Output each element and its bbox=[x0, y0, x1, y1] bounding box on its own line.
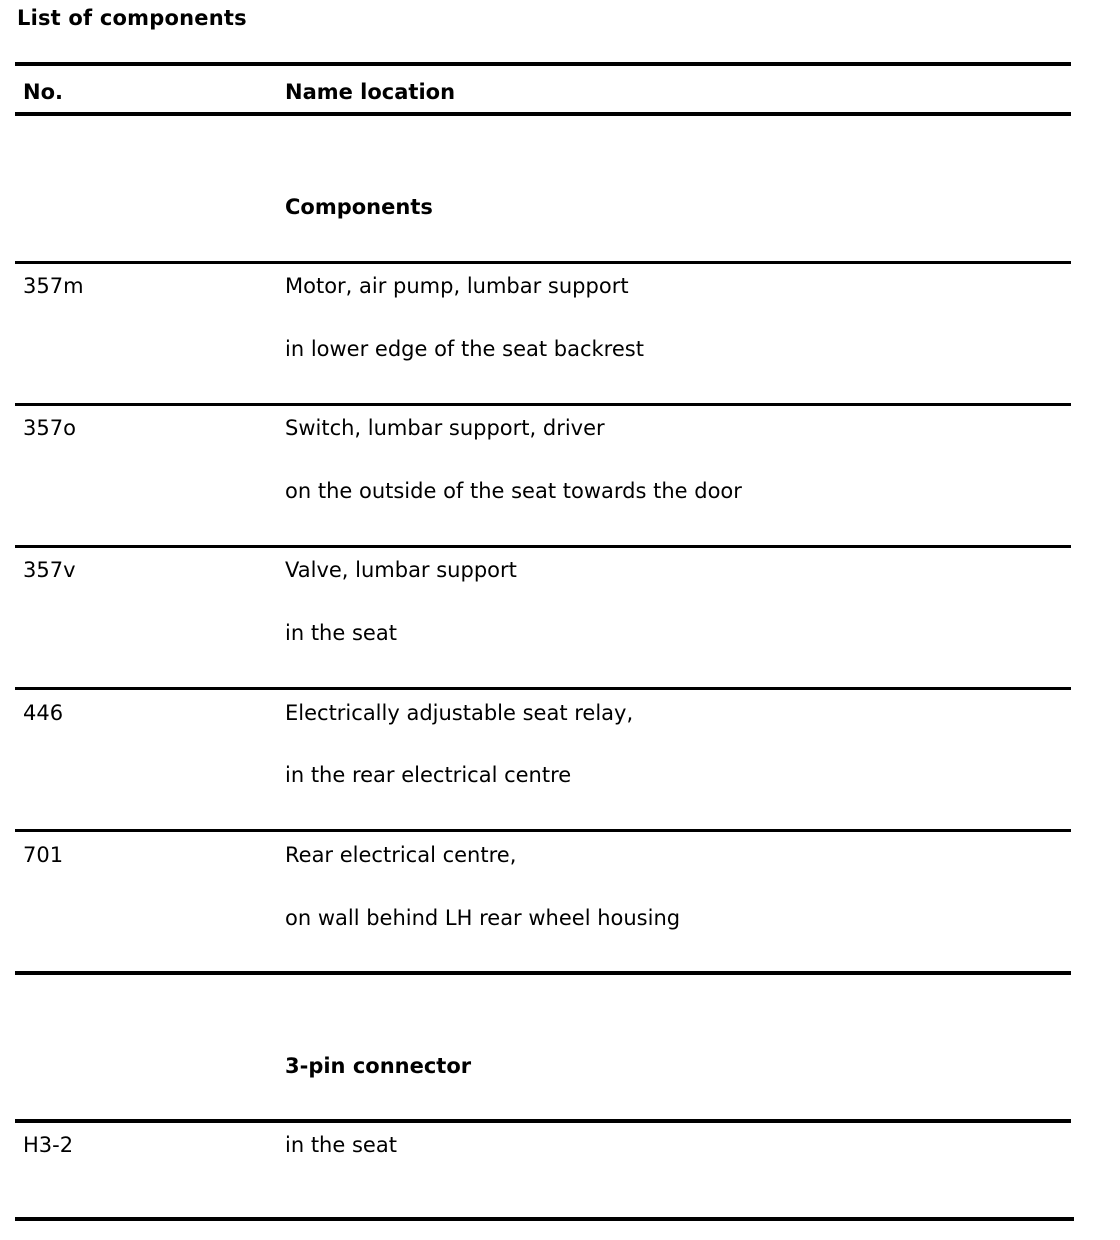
row-name: Switch, lumbar support, driver bbox=[285, 416, 605, 440]
section-heading-components: Components bbox=[285, 195, 433, 219]
row-number: 357m bbox=[23, 274, 84, 298]
header-bottom-rule bbox=[15, 112, 1071, 116]
row-divider bbox=[15, 545, 1071, 548]
row-location: in the seat bbox=[285, 621, 397, 645]
row-divider bbox=[15, 687, 1071, 690]
table-top-rule bbox=[15, 62, 1071, 66]
row-location: in the rear electrical centre bbox=[285, 763, 572, 787]
column-header-name-location: Name location bbox=[285, 80, 456, 104]
row-number: 357o bbox=[23, 416, 76, 440]
row-number: 446 bbox=[23, 701, 64, 725]
row-divider bbox=[15, 1119, 1071, 1123]
row-number: 701 bbox=[23, 843, 64, 867]
column-header-no: No. bbox=[23, 80, 63, 104]
row-divider bbox=[15, 403, 1071, 406]
page-title: List of components bbox=[17, 6, 247, 30]
section-end-rule bbox=[15, 971, 1071, 975]
row-divider bbox=[15, 829, 1071, 832]
row-location: in lower edge of the seat backrest bbox=[285, 337, 644, 361]
row-name: Rear electrical centre, bbox=[285, 843, 517, 867]
section-heading-3-pin-connector: 3-pin connector bbox=[285, 1054, 472, 1078]
table-bottom-rule bbox=[15, 1217, 1074, 1221]
row-name: Motor, air pump, lumbar support bbox=[285, 274, 629, 298]
row-name: Valve, lumbar support bbox=[285, 558, 517, 582]
row-name: Electrically adjustable seat relay, bbox=[285, 701, 634, 725]
row-divider bbox=[15, 261, 1071, 264]
row-number: H3-2 bbox=[23, 1133, 74, 1157]
row-location: on the outside of the seat towards the door bbox=[285, 479, 742, 503]
row-location: on wall behind LH rear wheel housing bbox=[285, 906, 681, 930]
row-number: 357v bbox=[23, 558, 76, 582]
row-name: in the seat bbox=[285, 1133, 397, 1157]
